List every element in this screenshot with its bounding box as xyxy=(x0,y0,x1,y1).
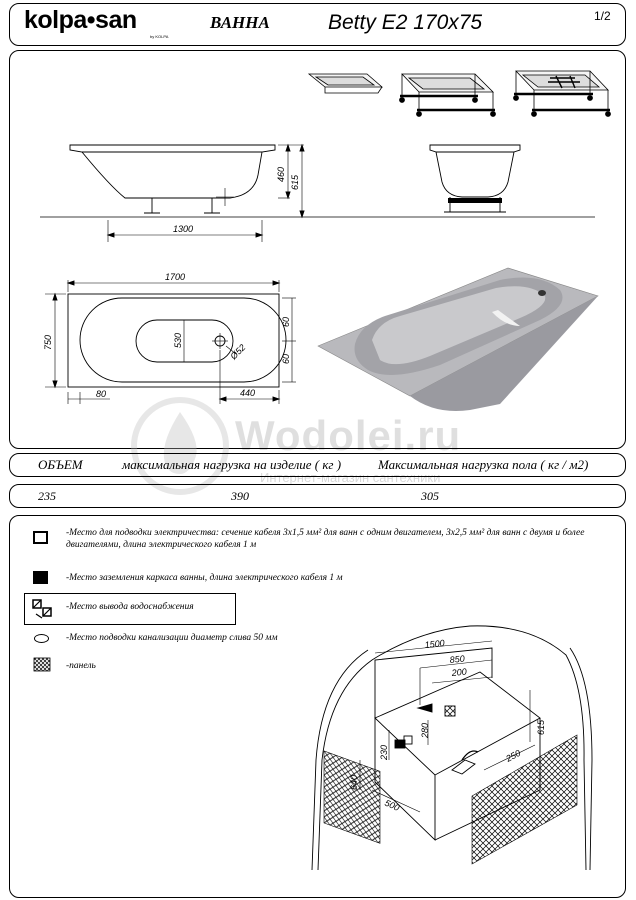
dim-80: 80 xyxy=(96,389,107,399)
spec-max-load-value: 390 xyxy=(231,489,249,503)
inst-dim-280: 280 xyxy=(420,722,430,738)
brand-subtitle: by KOLPA xyxy=(150,34,169,39)
spec-floor-load-value: 305 xyxy=(421,489,439,503)
product-model: Betty E2 170x75 xyxy=(328,11,483,34)
legend-water-text: -Место вывода водоснабжения xyxy=(66,602,194,612)
brand-logo: kolpa•san xyxy=(24,6,137,34)
legend-drain-text: -Место подводки канализации диаметр слива 50 мм xyxy=(66,633,278,643)
spec-volume-label: ОБЪЕМ xyxy=(38,457,83,472)
dim-750: 750 xyxy=(43,334,53,350)
dim-615: 615 xyxy=(290,174,300,190)
panel-right xyxy=(472,735,577,864)
dim-460: 460 xyxy=(276,166,286,182)
inst-dim-250: 250 xyxy=(504,747,523,764)
inst-dim-200: 200 xyxy=(451,666,468,678)
dim-drain: Ø52 xyxy=(228,342,248,362)
inst-dim-850: 850 xyxy=(449,653,466,665)
dim-1700: 1700 xyxy=(165,272,186,282)
inst-dim-230: 230 xyxy=(379,744,389,760)
inst-dim-500: 500 xyxy=(383,797,401,813)
dim-440: 440 xyxy=(240,388,256,398)
legend-electric-text: -Место для подводки электричества: сечение кабеля 3х1,5 мм² для ванн с одним двигателем, 3х2,5 мм² для ванн с двумя и более двигателями, длина электрического кабеля 1 м xyxy=(66,528,585,550)
product-category: ВАННА xyxy=(210,13,270,32)
dim-60-upper: 60 xyxy=(281,316,291,327)
inst-dim-615: 615 xyxy=(536,719,546,735)
dim-1300: 1300 xyxy=(173,224,194,234)
inst-dim-640: 640 xyxy=(349,774,359,790)
watermark-subtitle: Интернет-магазин сантехники xyxy=(260,470,441,485)
legend-panel-text: -панель xyxy=(66,661,96,671)
dim-60-lower: 60 xyxy=(281,353,291,364)
spec-volume-value: 235 xyxy=(38,489,56,503)
page-number: 1/2 xyxy=(594,9,611,23)
spec-max-load-label: максимальная нагрузка на изделие ( кг ) xyxy=(122,457,342,472)
legend-ground-text: -Место заземления каркаса ванны, длина электрического кабеля 1 м xyxy=(66,573,343,583)
panel-left xyxy=(324,751,380,843)
spec-floor-load-label: Максимальная нагрузка пола ( кг / м2) xyxy=(378,457,589,472)
watermark-title: Wodolei.ru xyxy=(235,412,462,459)
inst-dim-1500: 1500 xyxy=(424,637,446,650)
dim-530: 530 xyxy=(173,332,183,348)
